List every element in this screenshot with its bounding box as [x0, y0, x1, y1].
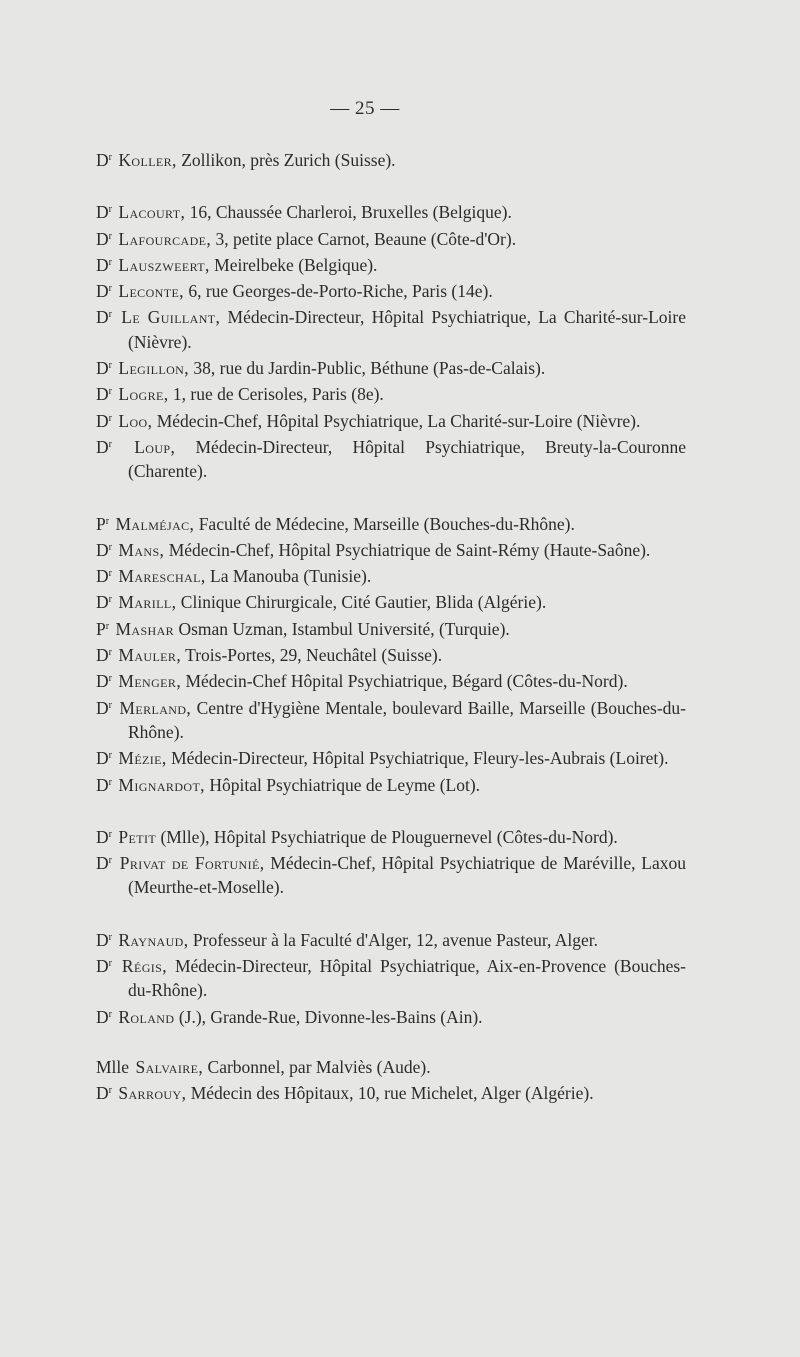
entry-group [96, 1055, 686, 1106]
list-item [96, 823, 686, 849]
member-address: 6, rue Georges-de-Porto-Riche, Paris (14e). [183, 281, 493, 302]
list-item [96, 952, 686, 1003]
member-address: Médecin-Directeur, Hôpital Psychiatrique, La Charité-sur-Loire (Nièvre). [128, 307, 686, 352]
title-abbrev: $D^r$ [96, 254, 112, 275]
title-abbrev: $D^r$ [96, 202, 112, 223]
title-abbrev: $P^r$ [96, 618, 110, 639]
member-name: Mashar [115, 618, 175, 639]
entry-group [96, 198, 686, 483]
member-address: (J.), Grande-Rue, Divonne-les-Bains (Ain). [174, 1006, 483, 1027]
member-address: Médecin-Chef, Hôpital Psychiatrique, La Charité-sur-Loire (Nièvre). [152, 410, 641, 431]
member-address: Trois-Portes, 29, Neuchâtel (Suisse). [181, 645, 443, 666]
member-address: Médecin-Chef, Hôpital Psychiatrique de Saint-Rémy (Haute-Saône). [164, 539, 651, 560]
member-name: Mans, [118, 539, 165, 560]
title-abbrev: $D^r$ [96, 228, 112, 249]
list-item [96, 277, 686, 303]
member-address: Zollikon, près Zurich (Suisse). [176, 150, 396, 170]
member-name: Legillon, [118, 358, 190, 379]
list-item [96, 380, 686, 406]
list-item [96, 433, 686, 484]
title-abbrev: $D^r$ [96, 566, 112, 587]
list-item [96, 536, 686, 562]
entry-group [96, 510, 686, 797]
member-name: Logre, [118, 384, 169, 405]
member-address: Centre d'Hygiène Mentale, boulevard Baille, Marseille (Bouches-du-Rhône). [128, 697, 687, 742]
title-abbrev: $D^r$ [96, 956, 112, 977]
member-name: Mignardot, [118, 774, 205, 795]
list-item [96, 251, 686, 277]
list-item [96, 146, 686, 172]
title-abbrev: $D^r$ [96, 645, 112, 666]
member-address: Professeur à la Faculté d'Alger, 12, avenue Pasteur, Alger. [188, 929, 598, 950]
title-abbrev: $D^r$ [96, 748, 112, 769]
member-address: Osman Uzman, Istambul Université, (Turquie). [174, 618, 510, 639]
list-item [96, 667, 686, 693]
list-item [96, 407, 686, 433]
list-item [96, 849, 686, 900]
entry-group [96, 926, 686, 1029]
title-abbrev: $D^r$ [96, 826, 112, 847]
title-abbrev: $D^r$ [96, 1006, 112, 1027]
title-abbrev: $D^r$ [96, 671, 112, 692]
member-name: Menger, [118, 671, 182, 692]
member-address: Carbonnel, par Malviès (Aude). [203, 1056, 431, 1077]
member-address: 38, rue du Jardin-Public, Béthune (Pas-de-Calais). [189, 358, 546, 379]
member-name: Loo, [118, 410, 153, 431]
member-address: 1, rue de Cerisoles, Paris (8e). [168, 384, 384, 405]
list-item [96, 510, 686, 536]
entry-group [96, 823, 686, 900]
member-name: Merland, [119, 697, 192, 718]
member-address: Médecin-Chef, Hôpital Psychiatrique de Maréville, Laxou (Meurthe-et-Moselle). [128, 853, 686, 898]
list-item [96, 641, 686, 667]
list-item [96, 1003, 686, 1029]
member-address: La Manouba (Tunisie). [205, 566, 372, 587]
title-abbrev: $D^r$ [96, 307, 112, 328]
member-name: Régis, [121, 956, 168, 977]
member-name: Mézie, [118, 748, 167, 769]
title-abbrev: $D^r$ [96, 358, 112, 379]
list-item [96, 1055, 686, 1079]
list-item [96, 303, 686, 354]
title-abbrev: $D^r$ [96, 281, 112, 302]
member-name: Marill, [118, 592, 177, 613]
list-item [96, 562, 686, 588]
member-address: (Mlle), Hôpital Psychiatrique de Plouguernevel (Côtes-du-Nord). [156, 826, 618, 847]
member-address: Médecin-Directeur, Hôpital Psychiatrique, Aix-en-Provence (Bouches-du-Rhône). [128, 956, 687, 1001]
member-name: Koller, [118, 150, 177, 170]
entry-group [96, 146, 686, 172]
list-item [96, 615, 686, 641]
title-abbrev: $D^r$ [96, 774, 112, 795]
member-name: Roland [118, 1006, 175, 1027]
member-address: Médecin-Directeur, Hôpital Psychiatrique, Fleury-les-Aubrais (Loiret). [166, 748, 669, 769]
page-number: — 25 — [330, 98, 400, 119]
member-address: 3, petite place Carnot, Beaune (Côte-d'Or). [211, 228, 517, 249]
title-abbrev: $D^r$ [96, 1083, 112, 1104]
list-item [96, 744, 686, 770]
list-item [96, 926, 686, 952]
member-name: Le Guillant, [121, 307, 221, 328]
member-name: Privat de Fortunié, [119, 853, 265, 874]
member-address: Clinique Chirurgicale, Cité Gautier, Blida (Algérie). [176, 592, 547, 613]
title-abbrev: $D^r$ [96, 929, 112, 950]
list-item [96, 225, 686, 251]
list-item [96, 588, 686, 614]
list-item [96, 1079, 686, 1105]
member-name: Mauler, [118, 645, 182, 666]
member-name: Loup, [134, 436, 176, 457]
member-name: Raynaud, [118, 929, 189, 950]
member-address: Meirelbeke (Belgique). [209, 254, 378, 275]
title-abbrev: $D^r$ [96, 853, 112, 874]
member-address: Médecin-Chef Hôpital Psychiatrique, Bégard (Côtes-du-Nord). [181, 671, 628, 692]
title-abbrev: $D^r$ [96, 697, 112, 718]
title-abbrev: $D^r$ [96, 436, 112, 457]
member-name: Lauszweert, [118, 254, 210, 275]
member-address: Médecin-Directeur, Hôpital Psychiatrique, Breuty-la-Couronne (Charente). [128, 436, 686, 482]
member-address: Faculté de Médecine, Marseille (Bouches-du-Rhône). [194, 513, 575, 534]
member-name: Lacourt, [118, 202, 186, 223]
title-abbrev: $D^r$ [96, 592, 112, 613]
title-abbrev: Mlle [96, 1056, 130, 1077]
member-name: Mareschal, [118, 566, 206, 587]
member-name: Malméjac, [115, 513, 195, 534]
list-item [96, 198, 686, 224]
list-item [96, 354, 686, 380]
member-address: 16, Chaussée Charleroi, Bruxelles (Belgique). [185, 202, 512, 223]
list-item [96, 771, 686, 797]
member-name: Salvaire, [135, 1056, 204, 1077]
member-address: Médecin des Hôpitaux, 10, rue Michelet, Alger (Algérie). [186, 1083, 594, 1104]
title-abbrev: $P^r$ [96, 513, 110, 534]
member-name: Petit [118, 826, 157, 847]
title-abbrev: $D^r$ [96, 384, 112, 405]
member-name: Lafourcade, [118, 228, 212, 249]
member-list [96, 146, 686, 1132]
title-abbrev: $D^r$ [96, 150, 112, 170]
member-address: Hôpital Psychiatrique de Leyme (Lot). [204, 774, 481, 795]
title-abbrev: $D^r$ [96, 539, 112, 560]
member-name: Sarrouy, [118, 1083, 187, 1104]
list-item [96, 694, 686, 745]
member-name: Leconte, [118, 281, 184, 302]
title-abbrev: $D^r$ [96, 410, 112, 431]
